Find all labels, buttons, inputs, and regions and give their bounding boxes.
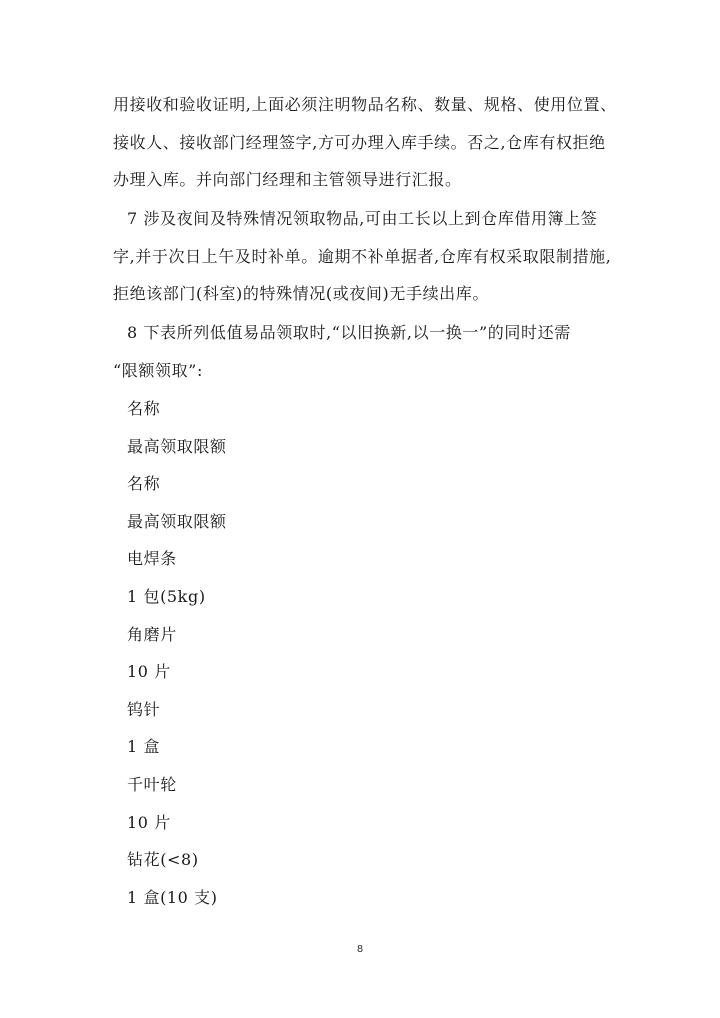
text-line: “限额领取”: <box>113 360 203 380</box>
list-item: 最高领取限额 <box>127 436 227 456</box>
text-line: 拒绝该部门(科室)的特殊情况(或夜间)无手续出库。 <box>113 284 489 303</box>
list-item: 钨针 <box>127 699 161 719</box>
list-item: 10 片 <box>127 812 171 832</box>
list-item: 10 片 <box>127 662 171 682</box>
page-number: 8 <box>356 944 364 955</box>
list-item: 1 盒 <box>127 737 161 757</box>
paragraph-quota-rule <box>113 314 613 389</box>
list-item: 名称 <box>127 399 161 418</box>
text-line: 用接收和验收证明,上面必须注明物品名称、数量、规格、使用位置、 <box>113 95 617 114</box>
list-item: 名称 <box>127 474 161 494</box>
list-item: 电焊条 <box>127 549 177 569</box>
text-line: 7 涉及夜间及特殊情况领取物品,可由工长以上到仓库借用簿上签 <box>127 209 598 228</box>
text-line: 8 下表所列低值易品领取时,“以旧换新,以一换一”的同时还需 <box>127 323 571 342</box>
list-item: 1 包(5kg) <box>127 586 206 606</box>
text-line: 接收人、接收部门经理签字,方可办理入库手续。否之,仓库有权拒绝 <box>113 132 606 152</box>
list-item: 最高领取限额 <box>127 511 227 531</box>
quota-item-list <box>127 390 587 916</box>
list-item: 角磨片 <box>127 624 177 644</box>
list-item: 钻花(<8) <box>127 850 199 870</box>
list-item: 1 盒(10 支) <box>127 887 218 907</box>
list-item: 千叶轮 <box>127 774 177 794</box>
text-line: 字,并于次日上午及时补单。逾期不补单据者,仓库有权采取限制措施, <box>113 246 612 266</box>
paragraph-night-requisition <box>113 200 613 313</box>
paragraph-receiving-procedure <box>113 86 617 199</box>
text-line: 办理入库。并向部门经理和主管领导进行汇报。 <box>113 170 462 189</box>
